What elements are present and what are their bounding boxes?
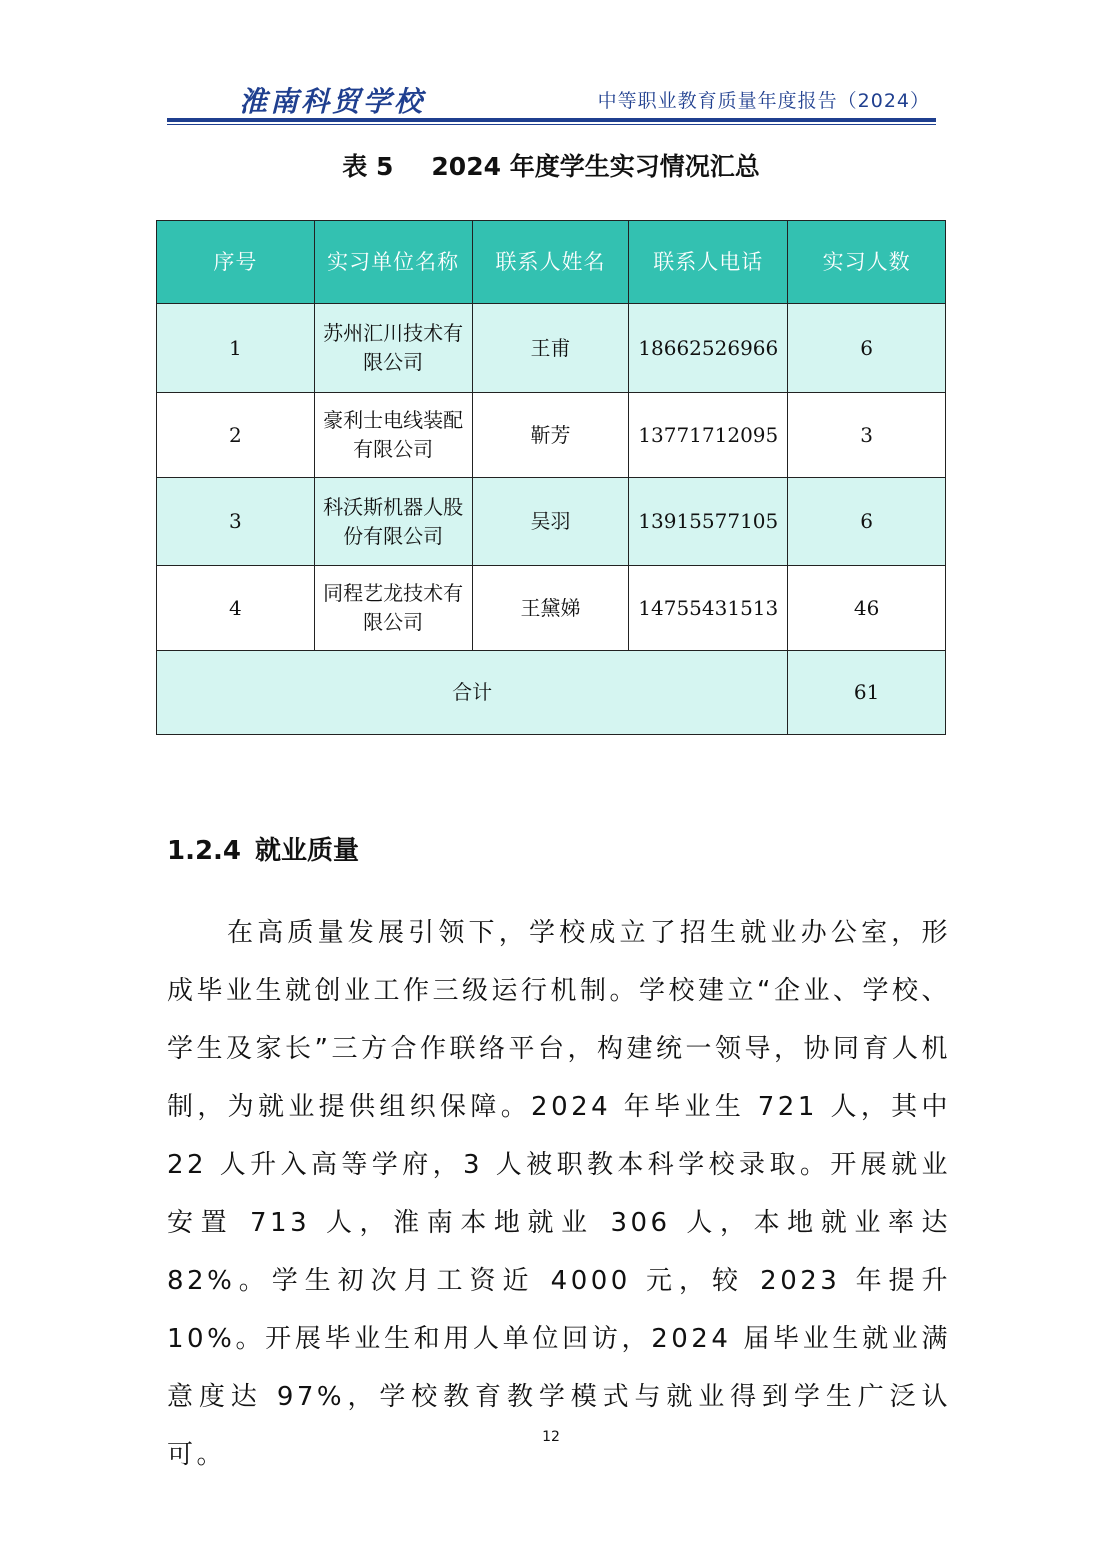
cell-company bbox=[314, 566, 472, 651]
total-label: 合计 bbox=[157, 651, 788, 735]
cell-no: 1 bbox=[157, 304, 315, 393]
section-heading bbox=[167, 830, 359, 867]
cell-company bbox=[314, 393, 472, 478]
cell-contact: 王甫 bbox=[472, 304, 629, 393]
section-title: 就业质量 bbox=[255, 836, 360, 866]
header-cell-company: 实习单位名称 bbox=[314, 221, 472, 304]
cell-phone: 13771712095 bbox=[629, 393, 788, 478]
school-name: 淮南科贸学校 bbox=[239, 85, 426, 118]
company-name: 苏州汇川技术有限公司 bbox=[323, 321, 464, 374]
table-caption-label: 表 5 bbox=[342, 152, 394, 181]
header-rule-thin bbox=[167, 124, 936, 125]
cell-contact: 靳芳 bbox=[472, 393, 629, 478]
cell-count: 6 bbox=[788, 304, 946, 393]
table-caption-title: 2024 年度学生实习情况汇总 bbox=[431, 152, 760, 181]
cell-company bbox=[314, 478, 472, 566]
cell-count: 6 bbox=[788, 478, 946, 566]
cell-no: 3 bbox=[157, 478, 315, 566]
cell-phone: 14755431513 bbox=[629, 566, 788, 651]
cell-contact: 王黛娣 bbox=[472, 566, 629, 651]
cell-no: 4 bbox=[157, 566, 315, 651]
header-cell-count: 实习人数 bbox=[788, 221, 946, 304]
cell-phone: 13915577105 bbox=[629, 478, 788, 566]
table-header-row bbox=[157, 221, 946, 304]
table-total-row bbox=[157, 651, 946, 735]
section-number: 1.2.4 bbox=[167, 836, 242, 866]
total-value: 61 bbox=[788, 651, 946, 735]
header-rule-thick bbox=[167, 118, 936, 122]
internship-table bbox=[156, 220, 946, 735]
cell-company bbox=[314, 304, 472, 393]
company-name: 豪利士电线装配有限公司 bbox=[323, 408, 464, 461]
header-cell-contact: 联系人姓名 bbox=[472, 221, 629, 304]
body-paragraph: 在高质量发展引领下，学校成立了招生就业办公室，形成毕业生就创业工作三级运行机制。学校建立“企业、学校、学生及家长”三方合作联络平台，构建统一领导，协同育人机制，为就业提供组织保障。2024 年毕业生 721 人，其中 22 人升入高等学府，3 人被职教本科学校录取。开展就业安置 713 人，淮南本地就业 306 人，本地就业率达 82%。学生初次月工资近 4000 元，较 2023 年提升 10%。开展毕业生和用人单位回访，2024 届毕业生就业满意度达 97%，学校教育教学模式与就业得到学生广泛认可。 bbox=[167, 918, 951, 1470]
table-row bbox=[157, 393, 946, 478]
cell-count: 3 bbox=[788, 393, 946, 478]
company-name: 同程艺龙技术有限公司 bbox=[323, 581, 464, 634]
page-header bbox=[167, 78, 936, 126]
table-caption bbox=[0, 147, 1102, 183]
cell-contact: 吴羽 bbox=[472, 478, 629, 566]
table-row bbox=[157, 478, 946, 566]
report-title: 中等职业教育质量年度报告（2024） bbox=[597, 90, 930, 112]
table-row bbox=[157, 304, 946, 393]
header-cell-no: 序号 bbox=[157, 221, 315, 304]
table-row bbox=[157, 566, 946, 651]
cell-phone: 18662526966 bbox=[629, 304, 788, 393]
page-number: 12 bbox=[542, 1429, 560, 1445]
header-cell-phone: 联系人电话 bbox=[629, 221, 788, 304]
company-name: 科沃斯机器人股份有限公司 bbox=[323, 494, 464, 548]
cell-no: 2 bbox=[157, 393, 315, 478]
cell-count: 46 bbox=[788, 566, 946, 651]
